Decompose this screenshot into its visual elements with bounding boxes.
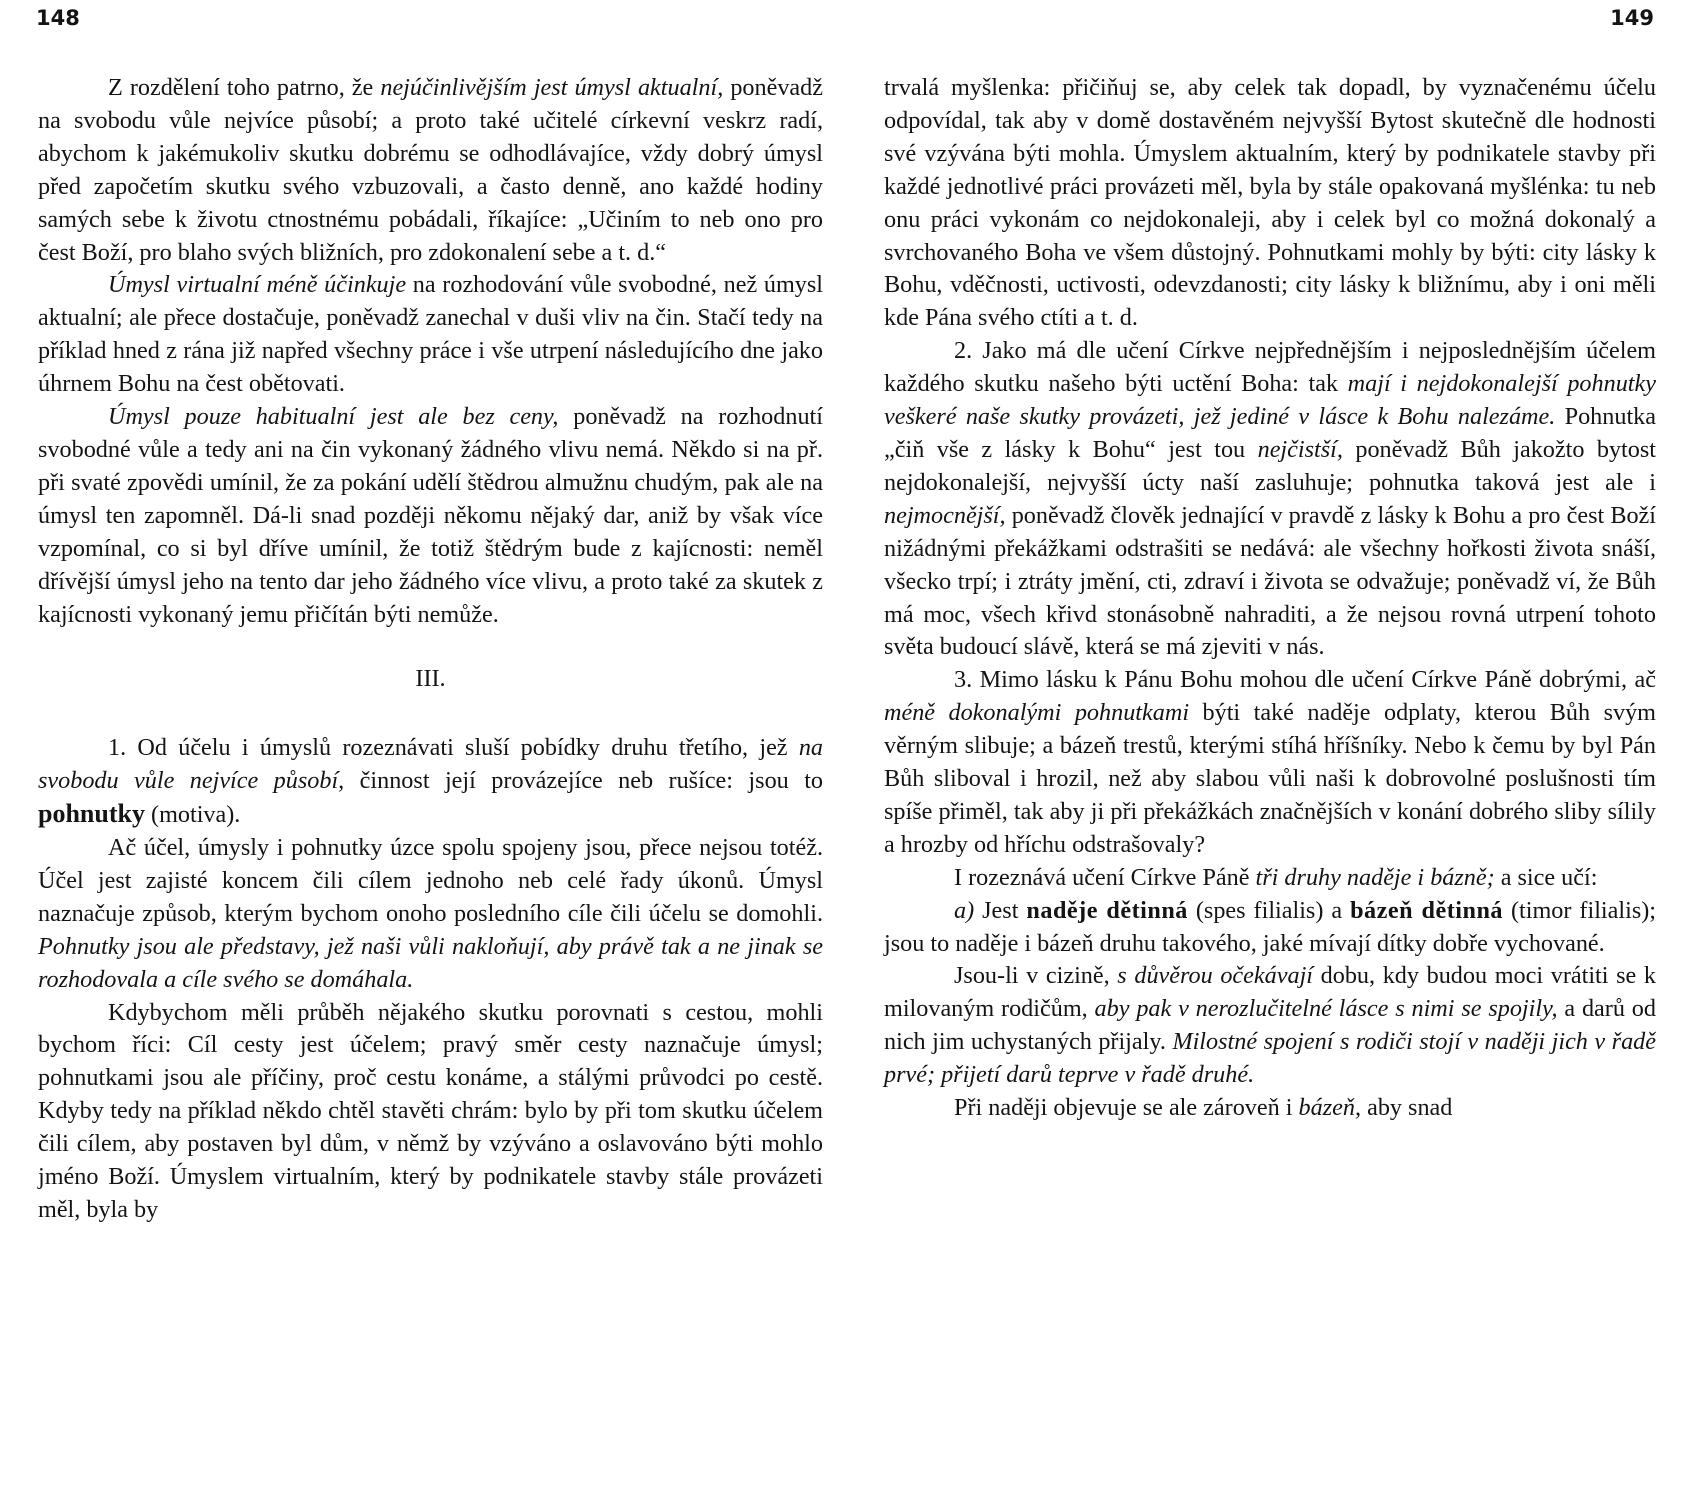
section-heading: III.: [415, 665, 446, 693]
paragraph-three-kinds: I rozeznává učení Církve Páně tři druhy naděje i bázně; a sice učí:: [954, 863, 1598, 891]
left-page-column: [38, 72, 823, 1227]
paragraph-actual-intention: Z rozdělení toho patrno, že nejúčinlivějším jest úmysl aktualní, poněvadž na svobodu vůle nejvíce působí; a proto také učitelé církevní veskrz radí, abychom k jakémukoliv skutku dobrému se odhodlávajíce, vždy dobrý úmysl před započetím skutku svého vzbuzovali, a často denně, ano každé hodiny samých sebe k životu ctnostnému pobádali, říkajíce: „Učiním to neb ono pro čest Boží, pro blaho svých bližních, pro zdokonalení sebe a t. d.“: [38, 74, 823, 266]
paragraph-fear-with-hope: Při naději objevuje se ale zároveň i bázeň, aby snad: [954, 1094, 1453, 1122]
paragraph-virtual-intention: Úmysl virtualní méně účinkuje na rozhodování vůle svobodné, než úmysl aktualní; ale přece dostačuje, poněvadž zanechal v duši vliv na čin. Stačí tedy na příklad hned z rána již napřed všechny práce i vše utrpení následujícího dne jako úhrnem Bohu na čest obětovati.: [38, 271, 823, 398]
paragraph-journey-analogy: Kdybychom měli průběh nějakého skutku porovnati s cestou, mohli bychom říci: Cíl cesty jest účelem; pravý směr cesty naznačuje úmysl; pohnutkami jsou ale příčiny, proč cestu konáme, a stálými průvodci po cestě. Kdyby tedy na příklad někdo chtěl stavěti chrám: bylo by při tom skutku účelem čili cílem, aby postaven byl dům, v němž by vzýváno a oslavováno býti mohlo jméno Boží. Úmyslem virtualním, který by podnikatele stavby stále provázeti měl, byla by: [38, 998, 823, 1223]
paragraph-filial-hope: a) Jest naděje dětinná (spes filialis) a bázeň dětinná (timor filialis); jsou to naděje i bázeň druhu takového, jaké mívají dítky dobře vychované.: [884, 896, 1657, 957]
right-page-column: [884, 72, 1656, 1125]
page-number-left: 148: [36, 6, 80, 30]
paragraph-habitual-intention: Úmysl pouze habitualní jest ale bez ceny, poněvadž na rozhodnutí svobodné vůle a tedy ani na čin vykonaný žádného vlivu nemá. Někdo si na př. při svaté zpovědi umínil, že za pokání udělí štědrou almužnu chudým, pak ale na úmysl ten zapomněl. Dá-li snad později někomu nějaký dar, aniž by však více vzpomínal, co si byl dříve umínil, že totiž štědrým bude z kajícnosti: neměl dřívější úmysl jeho na tento dar jeho žádného více vlivu, a proto také za skutek z kajícnosti vykonaný jemu přičítán býti nemůže.: [38, 403, 823, 628]
page-number-right: 149: [1610, 6, 1654, 30]
paragraph-hope-and-fear: 3. Mimo lásku k Pánu Bohu mohou dle učení Církve Páně dobrými, ač méně dokonalými pohnutkami býti také naděje odplaty, kterou Bůh svým věrným slibuje; a bázeň trestů, kterými stíhá hříšníky. Nebo k čemu by byl Pán Bůh sliboval i hrozil, než aby slabou vůli naši k dobrovolné poslušnosti tím spíše přiměl, tak aby ji při překážkách značnějších v konání dobrého sliby sílily a hrozby od hříchu odstrašovaly?: [884, 666, 1656, 858]
paragraph-children-abroad: Jsou-li v cizině, s důvěrou očekávají dobu, kdy budou moci vrátiti se k milovaným rodičům, aby pak v nerozlučitelné lásce s nimi se spojily, a darů od nich jim uchystaných přijaly. Milostné spojení s rodiči stojí v naději jich v řadě prvé; přijetí darů teprve v řadě druhé.: [884, 962, 1657, 1089]
paragraph-continued: trvalá myšlenka: přičiňuj se, aby celek tak dopadl, by vyznačenému účelu odpovídal, tak aby v domě dostavěném nejvyšší Bytost skutečně dle hodnosti své vzývána býti mohla. Úmyslem aktualním, který by podnikatele stavby při každé jednotlivé práci provázeti měl, byla by stále opakovaná myšlénka: tu neb onu práci vykonám co nejdokonaleji, aby i celek byl co možná dokonalý a svrchovaného Boha ve všem důstojný. Pohnutkami mohly by býti: city lásky k Bohu, vděčnosti, uctivosti, odevzdanosti; city lásky k bližnímu, aby i oni měli kde Pána svého ctíti a t. d.: [884, 74, 1656, 332]
paragraph-motives: 1. Od účelu i úmyslů rozeznávati sluší pobídky druhu třetího, jež na svobodu vůle nejvíce působí, činnost její provázejíce neb rušíce: jsou to pohnutky (motiva).: [38, 734, 824, 829]
paragraph-purpose-intention-motive: Ač účel, úmysly i pohnutky úzce spolu spojeny jsou, přece nejsou totéž. Účel jest zajisté koncem čili cílem jednoho neb celé řady úkonů. Úmysl naznačuje způsob, kterým bychom onoho posledního cíle čili účelu se domohli. Pohnutky jsou ale představy, jež naši vůli nakloňují, aby právě tak a ne jinak se rozhodovala a cíle svého se domáhala.: [38, 834, 823, 993]
paragraph-love-of-god: 2. Jako má dle učení Církve nejpřednějším i nejposlednějším účelem každého skutku našeho býti uctění Boha: tak mají i nejdokonalejší pohnutky veškeré naše skutky provázeti, jež jediné v lásce k Bohu nalezáme. Pohnutka „čiň vše z lásky k Bohu“ jest tou nejčistší, poněvadž Bůh jakožto bytost nejdokonalejší, nejvyšší úcty naší zasluhuje; pohnutka taková jest ale i nejmocnější, poněvadž člověk jednající v pravdě z lásky k Bohu a pro čest Boží nižádnými překážkami odstrašiti se nedává: ale všechny hořkosti života snáší, všecko trpí; i ztráty jmění, cti, zdraví i života se odvažuje; poněvadž ví, že Bůh má moc, všech křivd stonásobně nahraditi, a že nejsou rovná utrpení tohoto světa budoucí slávě, která se má zjeviti v nás.: [884, 337, 1657, 661]
